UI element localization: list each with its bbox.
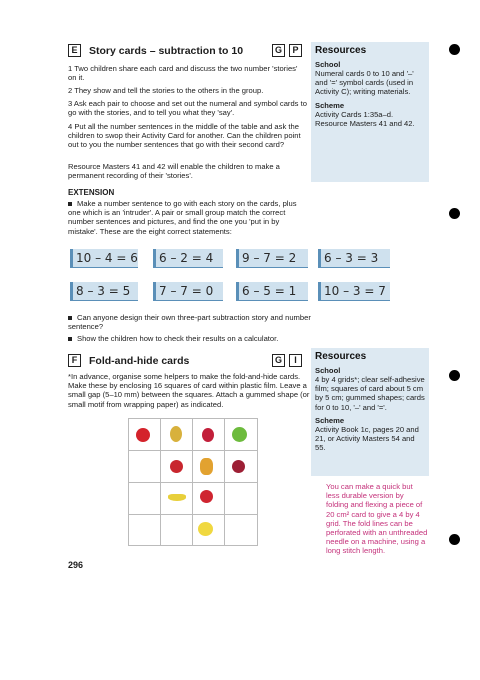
green-apple-icon: [232, 427, 247, 442]
lemon-icon: [198, 522, 213, 536]
extension-item-3: Show the children how to check their results on a calculator.: [68, 334, 348, 343]
school-text: 4 by 4 grids*; clear self-adhesive film; squares of card about 5 cm by 5 cm; gummed shapes; cards for 0 to 10, '–' and '='.: [315, 375, 425, 412]
school-label: School: [315, 60, 341, 69]
pear-icon: [170, 426, 182, 442]
section-letter-badge: F: [68, 354, 81, 367]
binder-hole: [449, 534, 460, 545]
section-letter-badge: E: [68, 44, 81, 57]
paragraph-2: 2 They show and tell the stories to the others in the group.: [68, 86, 264, 95]
grid-line: [160, 418, 161, 546]
raspberry-icon: [232, 460, 245, 473]
group-badge: G: [272, 354, 285, 367]
grid-line: [128, 450, 258, 451]
resources-panel-f: [311, 348, 429, 476]
extension-title: EXTENSION: [68, 188, 115, 197]
tip-note: You can make a quick but less durable version by folding and flexing a piece of 20 cm² card to give a 4 by 4 grid. The fold lines can be perforated with an unthreaded needle on a machine, using a long stitch length.: [326, 482, 428, 556]
group-badge: G: [272, 44, 285, 57]
bullet: [68, 316, 72, 320]
group-badges: [272, 44, 302, 57]
grid-line: [128, 514, 258, 515]
individual-badge: I: [289, 354, 302, 367]
strawberry-icon: [200, 490, 213, 503]
paragraph-5: Resource Masters 41 and 42 will enable the children to make a permanent recording of their 'stories'.: [68, 162, 280, 181]
apple-icon: [136, 428, 150, 442]
group-badges: [272, 354, 302, 367]
statement-card: 8 – 3 = 5: [70, 282, 138, 301]
statement-card: 9 – 7 = 2: [236, 249, 308, 268]
binder-hole: [449, 370, 460, 381]
statement-card: 10 – 4 = 6: [70, 249, 138, 268]
grid-line: [128, 418, 129, 546]
grid-line: [128, 418, 258, 419]
section-f-paragraph: *In advance, organise some helpers to make the fold-and-hide cards. Make these by enclosing 16 squares of card within plastic film. Leave a small gap (5–10 mm) between the squares. Attach a gummed shape (or small motif from wrapping paper) as indicated.: [68, 372, 310, 409]
grid-line: [128, 545, 258, 546]
paragraph-4: 4 Put all the number sentences in the middle of the table and ask the children to swop their Activity Card for another. Can the children point out to you the number sentences that go with their second card?: [68, 122, 301, 150]
extension-item-2: Can anyone design their own three-part subtraction story and number sentence?: [68, 313, 311, 332]
bullet: [68, 202, 72, 206]
scheme-text: Activity Cards 1:35a–d. Resource Masters 41 and 42.: [315, 109, 415, 128]
pair-badge: P: [289, 44, 302, 57]
school-label: School: [315, 366, 341, 375]
fold-and-hide-grid-illustration: [128, 418, 258, 546]
grid-line: [192, 418, 193, 546]
scheme-label: Scheme: [315, 100, 345, 110]
strawberry-icon: [202, 428, 214, 442]
paragraph-3: 3 Ask each pair to choose and set out the numeral and symbol cards to go with the stories, and to tell you what they 'say'.: [68, 99, 307, 118]
statement-card: 10 – 3 = 7: [318, 282, 390, 301]
extension-item-1: Make a number sentence to go with each story on the cards, plus one which is an 'intruder'. A pair or small group match the correct number sentences and pictures, and find the one you 'put in by mistake'. These are the eight correct statements:: [68, 199, 297, 236]
paragraph-1: 1 Two children share each card and discuss the two number 'stories' on it.: [68, 64, 298, 83]
resources-title: Resources: [315, 45, 367, 56]
section-f-title: Fold-and-hide cards: [89, 354, 190, 367]
bullet: [68, 337, 72, 341]
pineapple-icon: [200, 458, 213, 475]
apple-icon: [170, 460, 183, 473]
school-text: Numeral cards 0 to 10 and '–' and '=' symbol cards (used in Activity C); writing materials.: [315, 69, 414, 97]
resources-title: Resources: [315, 351, 367, 362]
section-e-title: Story cards – subtraction to 10: [89, 44, 244, 57]
statement-card: 6 – 2 = 4: [153, 249, 223, 268]
statement-card: 6 – 3 = 3: [318, 249, 390, 268]
statement-card: 6 – 5 = 1: [236, 282, 308, 301]
statement-card: 7 – 7 = 0: [153, 282, 223, 301]
grid-line: [224, 418, 225, 546]
scheme-label: Scheme: [315, 415, 345, 425]
binder-hole: [449, 208, 460, 219]
resources-panel-e: [311, 42, 429, 182]
banana-icon: [168, 494, 186, 501]
binder-hole: [449, 44, 460, 55]
scheme-text: Activity Book 1c, pages 20 and 21, or Activity Masters 54 and 55.: [315, 424, 419, 453]
page-number: 296: [68, 560, 84, 570]
grid-line: [128, 482, 258, 483]
grid-line: [257, 418, 258, 546]
